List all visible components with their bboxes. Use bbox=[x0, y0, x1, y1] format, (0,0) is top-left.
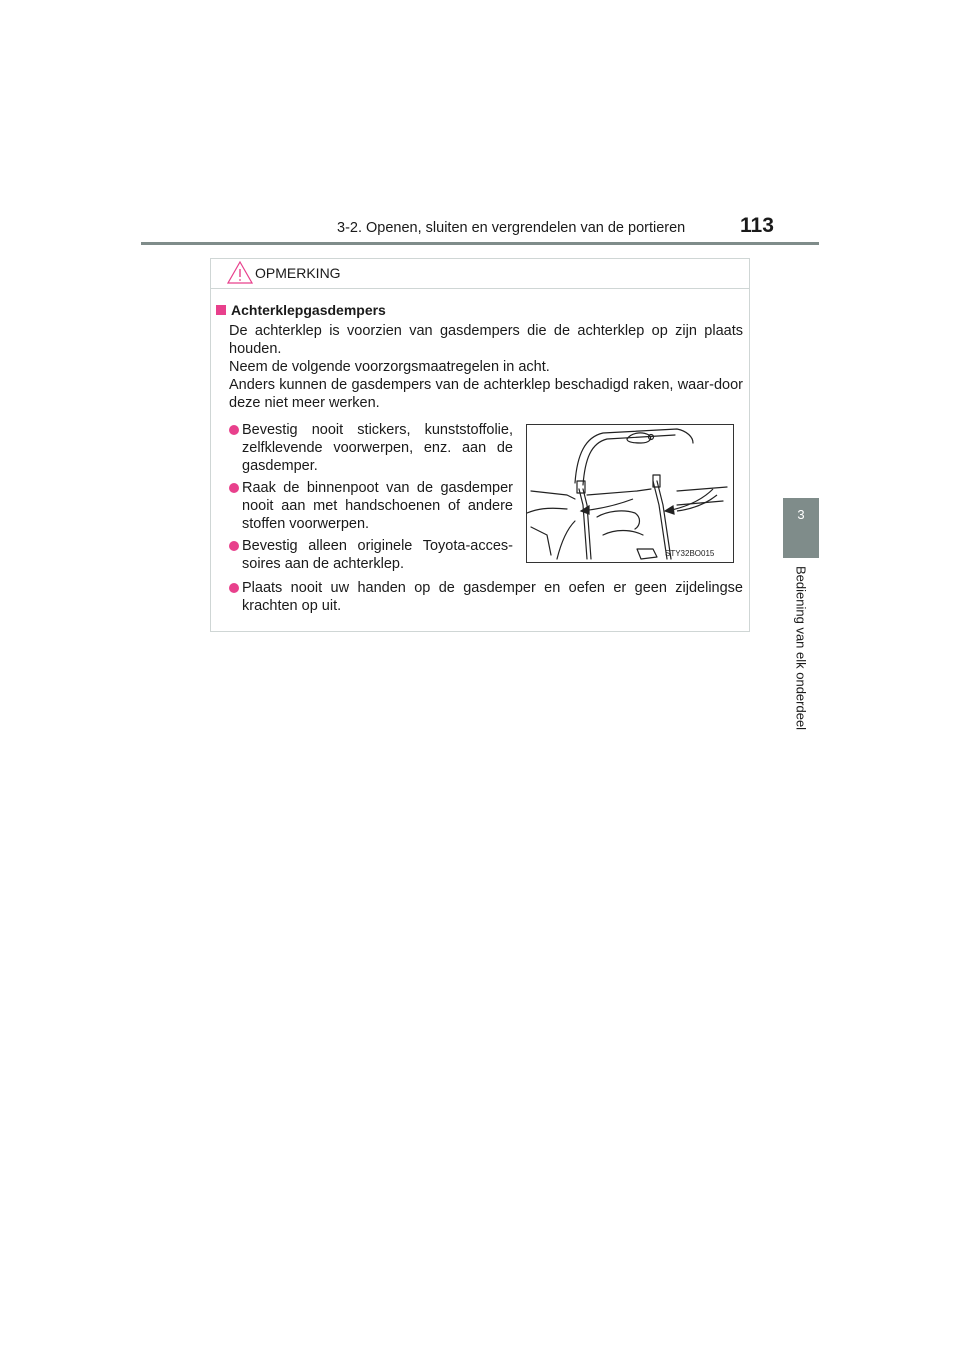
list-item: Plaats nooit uw handen op de gasdemper en oefen er geen zijdelingse krachten op uit. bbox=[229, 579, 743, 615]
chapter-tab bbox=[783, 498, 819, 558]
bullet-dot-icon bbox=[229, 541, 239, 551]
intro-paragraph-2: Neem de volgende voorzorgsmaatregelen in acht. bbox=[229, 359, 550, 375]
caution-header bbox=[211, 259, 749, 289]
intro-paragraph-1: De achterklep is voorzien van gasdempers die de achterklep op zijn plaats houden. bbox=[229, 323, 743, 357]
bullet-dot-icon bbox=[229, 425, 239, 435]
bullet-dot-icon bbox=[229, 583, 239, 593]
square-bullet-icon bbox=[216, 305, 226, 315]
warning-triangle-icon bbox=[227, 261, 253, 284]
page-number: 113 bbox=[740, 214, 774, 237]
section-heading bbox=[216, 302, 386, 318]
bullet-dot-icon bbox=[229, 483, 239, 493]
list-item: Bevestig nooit stickers, kunststoffolie, zelfklevende voorwerpen, enz. aan de gasdemper. bbox=[229, 421, 513, 475]
tailgate-illustration bbox=[526, 424, 734, 563]
chapter-title: Bediening van elk onderdeel bbox=[793, 566, 809, 731]
chapter-number: 3 bbox=[797, 507, 805, 522]
chapter-side-label bbox=[776, 566, 826, 746]
tailgate-drawing bbox=[527, 425, 733, 562]
caution-title: OPMERKING bbox=[255, 265, 341, 281]
intro-paragraph-3: Anders kunnen de gasdempers van de achterklep beschadigd raken, waar-door deze niet meer werken. bbox=[229, 377, 743, 411]
list-item: Bevestig alleen originele Toyota-acces-soires aan de achterklep. bbox=[229, 537, 513, 573]
figure-code: STY32BO015 bbox=[665, 549, 715, 558]
list-item: Raak de binnenpoot van de gasdemper nooit aan met handschoenen of andere stoffen voorwerpen. bbox=[229, 479, 513, 533]
section-title: 3-2. Openen, sluiten en vergrendelen van de portieren bbox=[337, 220, 686, 236]
heading-text: Achterklepgasdempers bbox=[231, 302, 386, 318]
caution-box bbox=[210, 258, 750, 632]
header-rule bbox=[141, 242, 819, 245]
